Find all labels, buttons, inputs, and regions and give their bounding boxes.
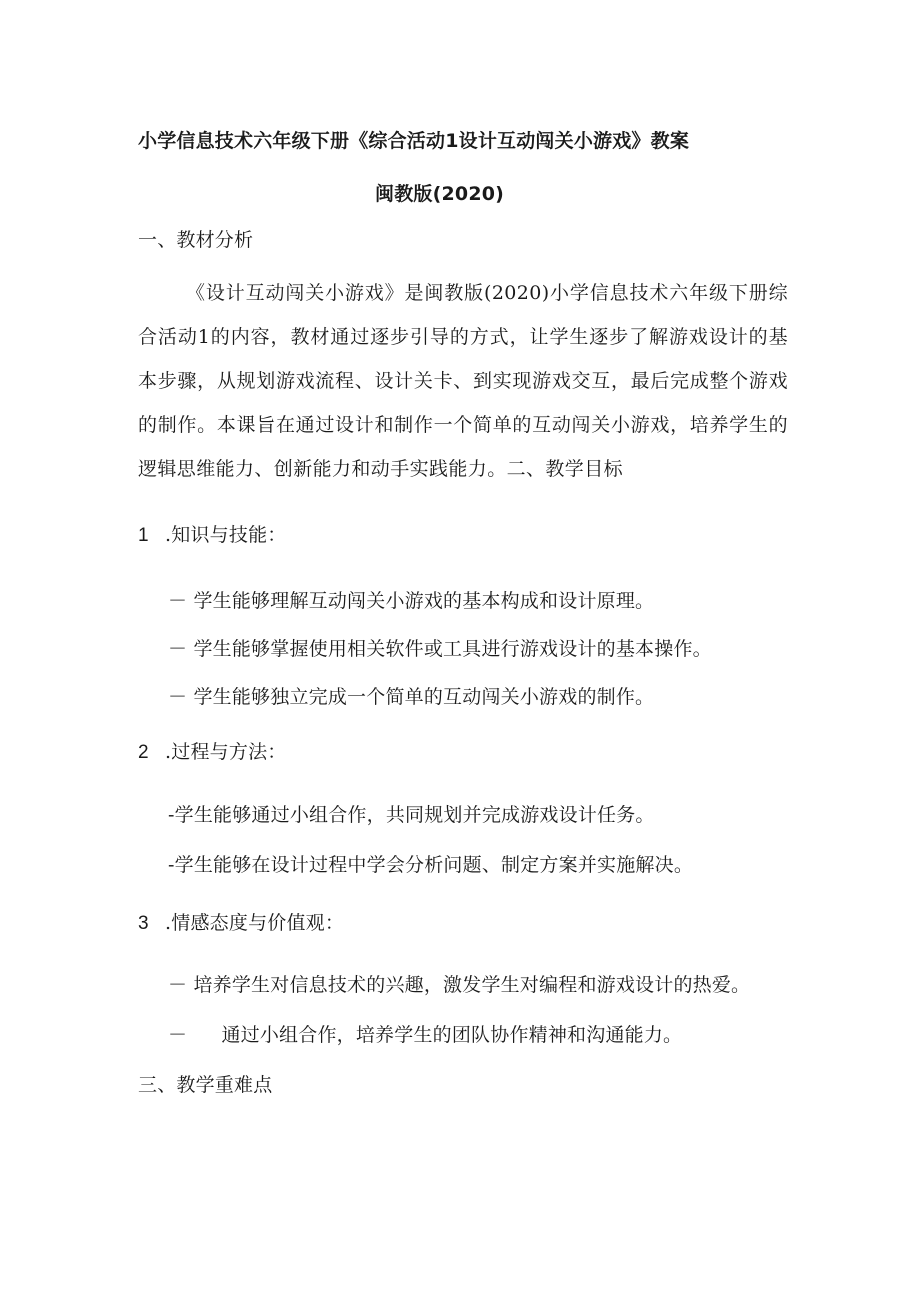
list-item-text: 通过小组合作，培养学生的团队协作精神和沟通能力。 (221, 1024, 683, 1046)
goal-heading-process-methods (138, 739, 286, 766)
goal-number: 1 (138, 525, 149, 546)
list-item: － 学生能够理解互动闯关小游戏的基本构成和设计原理。 (168, 590, 655, 612)
goal-number: 3 (138, 913, 149, 934)
section-heading-textbook-analysis: 一、教材分析 (138, 229, 254, 251)
list-item (168, 1022, 682, 1048)
goal-label: .知识与技能： (165, 524, 287, 546)
list-dash: － (168, 1024, 188, 1046)
document-subtitle: 闽教版(2020) (375, 183, 505, 205)
goal-label: .过程与方法： (165, 741, 287, 763)
list-item: － 学生能够掌握使用相关软件或工具进行游戏设计的基本操作。 (168, 638, 712, 660)
goal-number: 2 (138, 742, 149, 763)
document-title: 小学信息技术六年级下册《综合活动1设计互动闯关小游戏》教案 (138, 130, 690, 152)
list-item: -学生能够通过小组合作，共同规划并完成游戏设计任务。 (168, 804, 655, 826)
list-item: － 学生能够独立完成一个简单的互动闯关小游戏的制作。 (168, 686, 655, 708)
goal-heading-knowledge-skills (138, 522, 286, 549)
list-item: -学生能够在设计过程中学会分析问题、制定方案并实施解决。 (168, 854, 694, 876)
section-heading-key-difficulties: 三、教学重难点 (138, 1074, 273, 1096)
goal-label: .情感态度与价值观： (165, 912, 345, 934)
textbook-analysis-paragraph: 《设计互动闯关小游戏》是闽教版(2020)小学信息技术六年级下册综合活动1的内容，教材通过逐步引导的方式，让学生逐步了解游戏设计的基本步骤，从规划游戏流程、设计关卡、到实现游戏交互，最后完成整个游戏的制作。本课旨在通过设计和制作一个简单的互动闯关小游戏，培养学生的逻辑思维能力、创新能力和动手实践能力。二、教学目标 (138, 282, 788, 480)
list-item: － 培养学生对信息技术的兴趣，激发学生对编程和游戏设计的热爱。 (168, 974, 751, 996)
goal-heading-attitudes-values (138, 910, 344, 937)
